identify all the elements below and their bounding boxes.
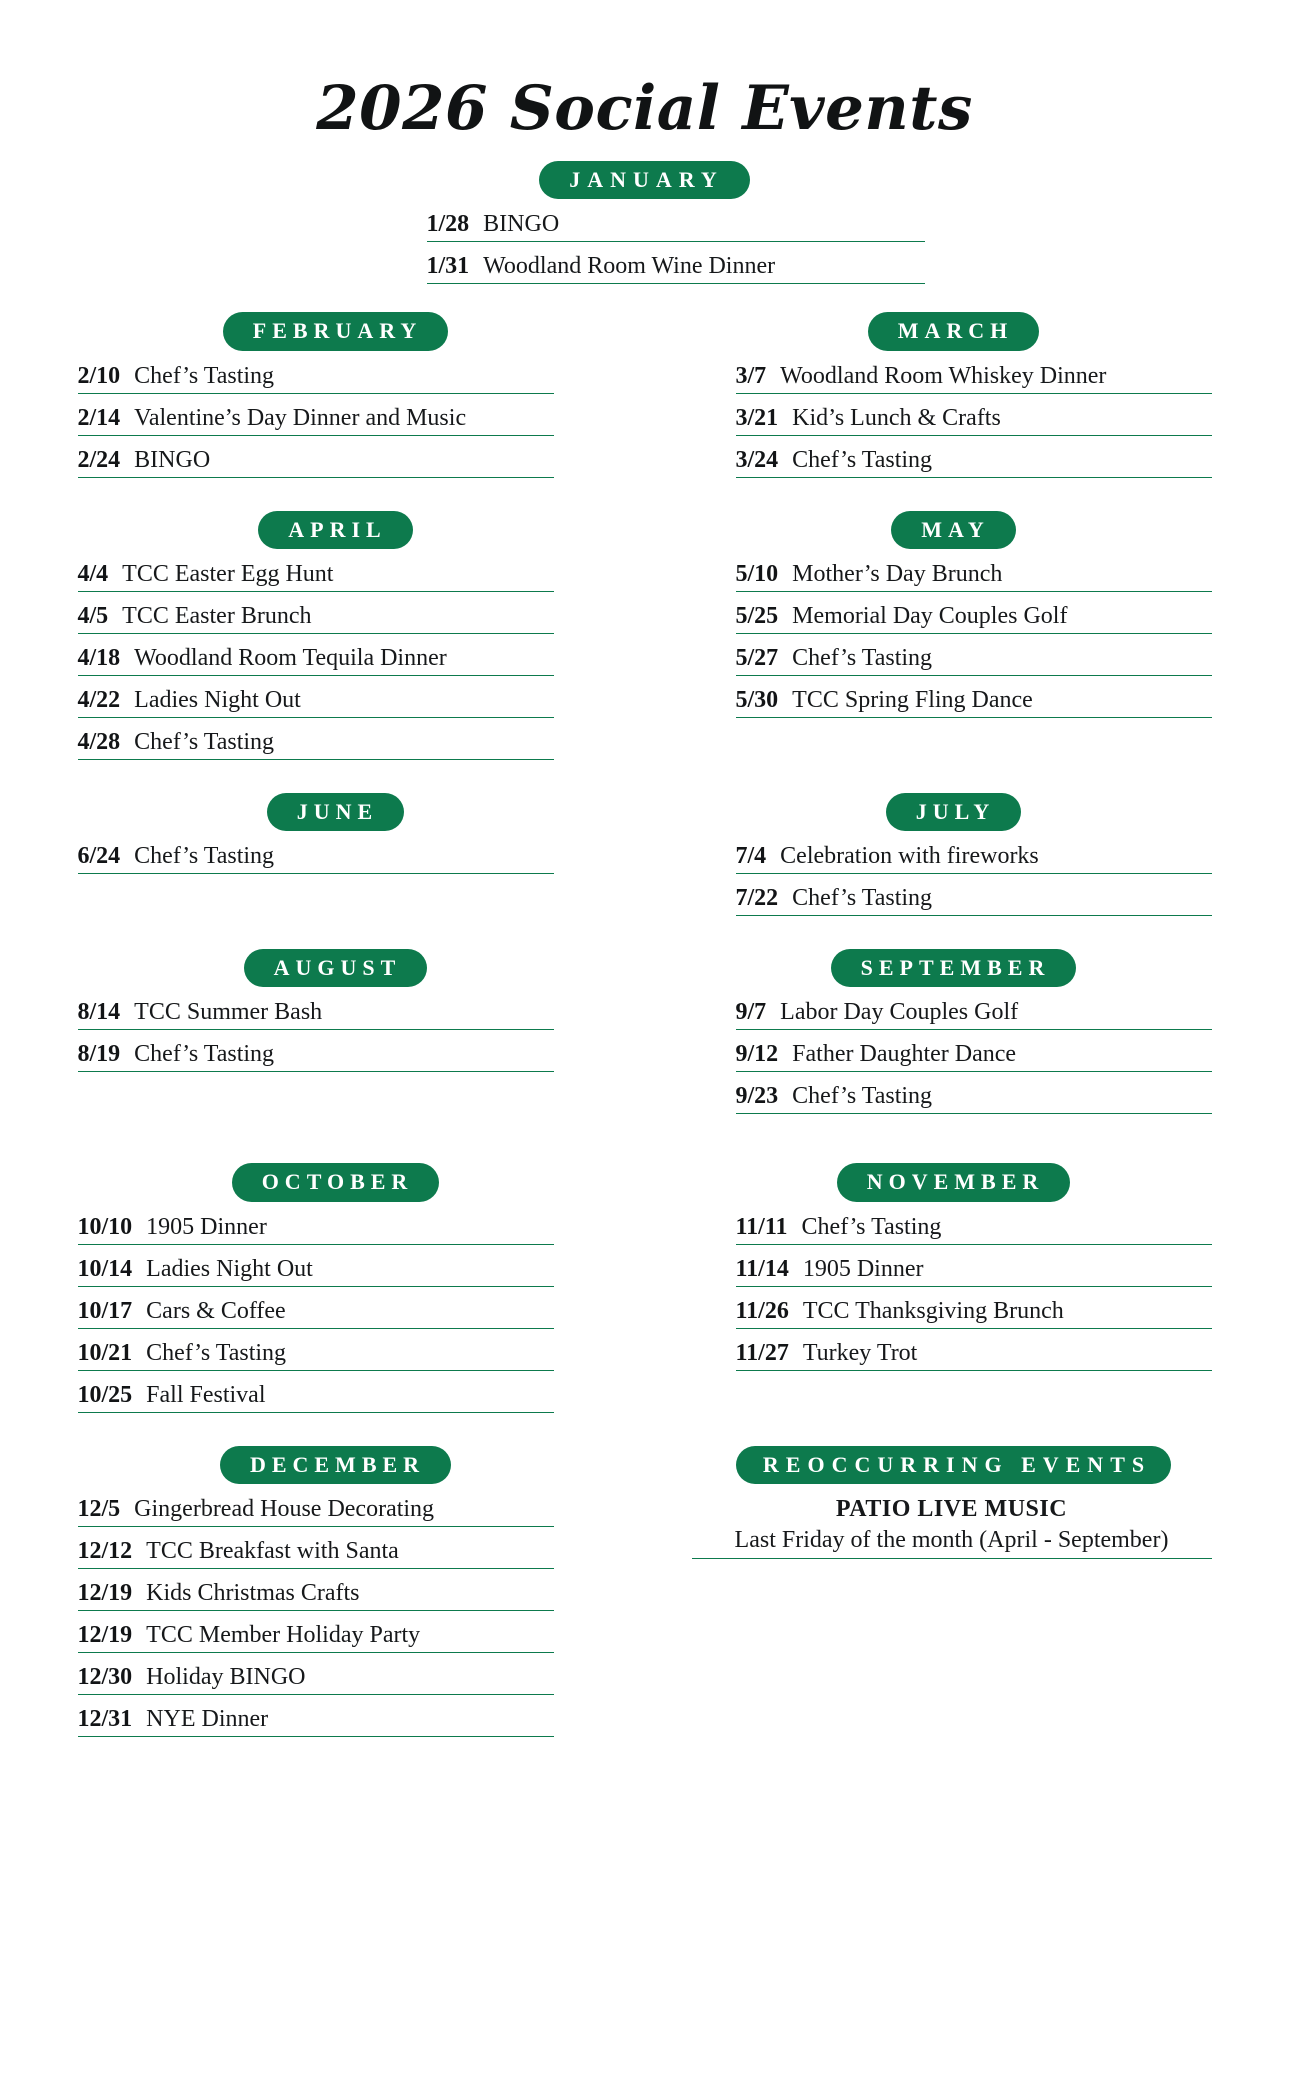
event-name: Chef’s Tasting (134, 1041, 275, 1068)
event-row (78, 403, 554, 436)
event-date: 2/24 (77, 446, 121, 473)
event-date: 8/19 (77, 1041, 121, 1068)
event-name: Valentine’s Day Dinner and Music (134, 404, 467, 431)
event-row (78, 685, 554, 718)
event-date: 12/31 (77, 1706, 133, 1733)
event-name: TCC Thanksgiving Brunch (802, 1297, 1064, 1324)
event-date: 6/24 (77, 843, 121, 870)
grid-cell-march (674, 312, 1234, 486)
event-row (78, 361, 554, 394)
month-pill-february: FEBRUARY (223, 312, 448, 350)
event-row (736, 1296, 1212, 1329)
event-row (427, 251, 925, 284)
event-date: 9/7 (735, 999, 767, 1026)
grid-cell-december (56, 1422, 616, 1746)
event-row (736, 403, 1212, 436)
reoccurring-event-detail: Last Friday of the month (April - September) (734, 1527, 1169, 1554)
events-list-march (736, 361, 1212, 478)
event-row (78, 1296, 554, 1329)
event-date: 1/31 (426, 253, 470, 280)
event-date: 4/28 (77, 728, 121, 755)
event-date: 10/10 (77, 1213, 133, 1240)
event-name: Chef’s Tasting (792, 885, 933, 912)
event-row (736, 559, 1212, 592)
event-row (736, 685, 1212, 718)
event-row (78, 1578, 554, 1611)
event-row (78, 1338, 554, 1371)
event-row (427, 209, 925, 242)
events-list-november (736, 1212, 1212, 1371)
event-date: 1/28 (426, 211, 470, 238)
reoccurring-events-block (674, 1446, 1234, 1559)
event-row (736, 361, 1212, 394)
event-date: 9/12 (735, 1041, 779, 1068)
event-row (78, 1254, 554, 1287)
event-name: BINGO (483, 211, 560, 238)
social-events-flyer (0, 73, 1289, 2078)
grid-cell-september (674, 925, 1234, 1123)
event-row (78, 997, 554, 1030)
event-name: Woodland Room Tequila Dinner (134, 644, 447, 671)
events-list-may (736, 559, 1212, 718)
event-name: TCC Breakfast with Santa (146, 1538, 399, 1565)
event-date: 2/14 (77, 404, 121, 431)
event-name: TCC Easter Egg Hunt (122, 560, 334, 587)
event-name: Cars & Coffee (146, 1297, 286, 1324)
event-row (736, 883, 1212, 916)
events-list-july (736, 841, 1212, 916)
event-date: 10/17 (77, 1297, 133, 1324)
month-pill-august: AUGUST (244, 949, 428, 987)
event-row (78, 1212, 554, 1245)
event-name: Kid’s Lunch & Crafts (792, 404, 1001, 431)
reoccurring-events-pill: REOCCURRING EVENTS (736, 1446, 1171, 1484)
event-date: 10/21 (77, 1339, 133, 1366)
event-name: Chef’s Tasting (792, 1083, 933, 1110)
event-row (78, 1494, 554, 1527)
month-pill-july: JULY (886, 793, 1021, 831)
grid-cell-july (674, 769, 1234, 925)
event-date: 4/4 (77, 560, 109, 587)
month-pill-december: DECEMBER (220, 1446, 451, 1484)
events-list-january (427, 209, 925, 284)
event-date: 12/19 (77, 1580, 133, 1607)
event-date: 3/24 (735, 446, 779, 473)
month-pill-march: MARCH (868, 312, 1040, 350)
event-date: 4/22 (77, 686, 121, 713)
grid-cell-october (56, 1123, 616, 1421)
event-row (78, 1380, 554, 1413)
event-name: Memorial Day Couples Golf (792, 602, 1068, 629)
events-list-august (78, 997, 554, 1072)
event-name: Woodland Room Wine Dinner (483, 253, 776, 280)
event-name: Holiday BINGO (146, 1664, 306, 1691)
reoccurring-event-title: PATIO LIVE MUSIC (835, 1496, 1068, 1523)
month-pill-april: APRIL (258, 511, 412, 549)
event-date: 12/12 (77, 1538, 133, 1565)
event-name: Celebration with fireworks (780, 843, 1039, 870)
event-date: 12/19 (77, 1622, 133, 1649)
event-name: Chef’s Tasting (134, 843, 275, 870)
grid-cell-june (56, 769, 616, 925)
month-pill-june: JUNE (267, 793, 404, 831)
event-name: 1905 Dinner (146, 1213, 267, 1240)
page-title: 2026 Social Events (316, 73, 973, 144)
event-date: 5/30 (735, 686, 779, 713)
event-row (78, 601, 554, 634)
month-pill-september: SEPTEMBER (831, 949, 1077, 987)
event-row (78, 1536, 554, 1569)
grid-cell-april (56, 487, 616, 769)
event-name: Chef’s Tasting (792, 446, 933, 473)
event-date: 10/25 (77, 1381, 133, 1408)
event-date: 5/27 (735, 644, 779, 671)
months-grid (0, 312, 1289, 1746)
event-name: Kids Christmas Crafts (146, 1580, 360, 1607)
event-date: 10/14 (77, 1255, 133, 1282)
month-block-may (674, 511, 1234, 718)
event-name: TCC Easter Brunch (122, 602, 312, 629)
events-list-june (78, 841, 554, 874)
event-date: 7/4 (735, 843, 767, 870)
event-name: BINGO (134, 446, 211, 473)
month-block-august (56, 949, 616, 1072)
event-name: Ladies Night Out (146, 1255, 313, 1282)
events-list-september (736, 997, 1212, 1114)
event-name: Labor Day Couples Golf (780, 999, 1019, 1026)
event-row (736, 1338, 1212, 1371)
month-heading-wrap-january (365, 161, 925, 199)
grid-cell-august (56, 925, 616, 1123)
event-name: Chef’s Tasting (134, 362, 275, 389)
grid-cell-may (674, 487, 1234, 769)
events-list-february (78, 361, 554, 478)
event-date: 4/5 (77, 602, 109, 629)
event-name: Father Daughter Dance (792, 1041, 1017, 1068)
grid-cell-february (56, 312, 616, 486)
event-row (78, 1704, 554, 1737)
event-date: 9/23 (735, 1083, 779, 1110)
month-block-june (56, 793, 616, 874)
event-row (736, 445, 1212, 478)
event-date: 3/21 (735, 404, 779, 431)
event-date: 4/18 (77, 644, 121, 671)
month-pill-january: JANUARY (539, 161, 750, 199)
event-name: Chef’s Tasting (801, 1213, 942, 1240)
event-name: Chef’s Tasting (792, 644, 933, 671)
month-block-march (674, 312, 1234, 477)
event-date: 12/5 (77, 1496, 121, 1523)
event-name: TCC Summer Bash (134, 999, 323, 1026)
event-row (736, 841, 1212, 874)
event-date: 11/26 (735, 1297, 789, 1324)
event-name: Gingerbread House Decorating (134, 1496, 435, 1523)
event-row (78, 445, 554, 478)
event-row (78, 1039, 554, 1072)
events-list-october (78, 1212, 554, 1413)
events-list-april (78, 559, 554, 760)
event-date: 8/14 (77, 999, 121, 1026)
event-date: 3/7 (735, 362, 767, 389)
month-pill-november: NOVEMBER (837, 1163, 1071, 1201)
event-row (78, 727, 554, 760)
reoccurring-events-body (692, 1496, 1212, 1559)
event-date: 11/14 (735, 1255, 789, 1282)
month-block-november (674, 1163, 1234, 1370)
event-row (78, 1620, 554, 1653)
event-name: Woodland Room Whiskey Dinner (780, 362, 1107, 389)
event-row (78, 643, 554, 676)
month-block-april (56, 511, 616, 760)
month-pill-october: OCTOBER (232, 1163, 440, 1201)
event-row (736, 1254, 1212, 1287)
month-block-february (56, 312, 616, 477)
event-name: TCC Spring Fling Dance (792, 686, 1033, 713)
event-date: 11/11 (735, 1213, 788, 1240)
event-row (78, 559, 554, 592)
event-name: TCC Member Holiday Party (146, 1622, 421, 1649)
month-block-september (674, 949, 1234, 1114)
event-row (736, 1081, 1212, 1114)
event-row (736, 643, 1212, 676)
events-list-december (78, 1494, 554, 1737)
month-block-january (365, 161, 925, 284)
event-name: NYE Dinner (146, 1706, 269, 1733)
event-name: Turkey Trot (802, 1339, 918, 1366)
event-name: Chef’s Tasting (146, 1339, 287, 1366)
event-row (78, 1662, 554, 1695)
event-row (736, 1212, 1212, 1245)
grid-cell-reoccurring (674, 1422, 1234, 1746)
event-date: 12/30 (77, 1664, 133, 1691)
event-row (736, 601, 1212, 634)
event-name: 1905 Dinner (802, 1255, 924, 1282)
event-date: 7/22 (735, 885, 779, 912)
event-name: Mother’s Day Brunch (792, 560, 1003, 587)
event-date: 11/27 (735, 1339, 789, 1366)
event-row (736, 997, 1212, 1030)
event-row (736, 1039, 1212, 1072)
event-date: 2/10 (77, 362, 121, 389)
event-date: 5/10 (735, 560, 779, 587)
month-block-december (56, 1446, 616, 1737)
grid-cell-november (674, 1123, 1234, 1421)
event-date: 5/25 (735, 602, 779, 629)
event-name: Ladies Night Out (134, 686, 301, 713)
event-row (78, 841, 554, 874)
month-pill-may: MAY (891, 511, 1016, 549)
month-block-july (674, 793, 1234, 916)
month-block-october (56, 1163, 616, 1412)
event-name: Fall Festival (146, 1381, 266, 1408)
event-name: Chef’s Tasting (134, 728, 275, 755)
